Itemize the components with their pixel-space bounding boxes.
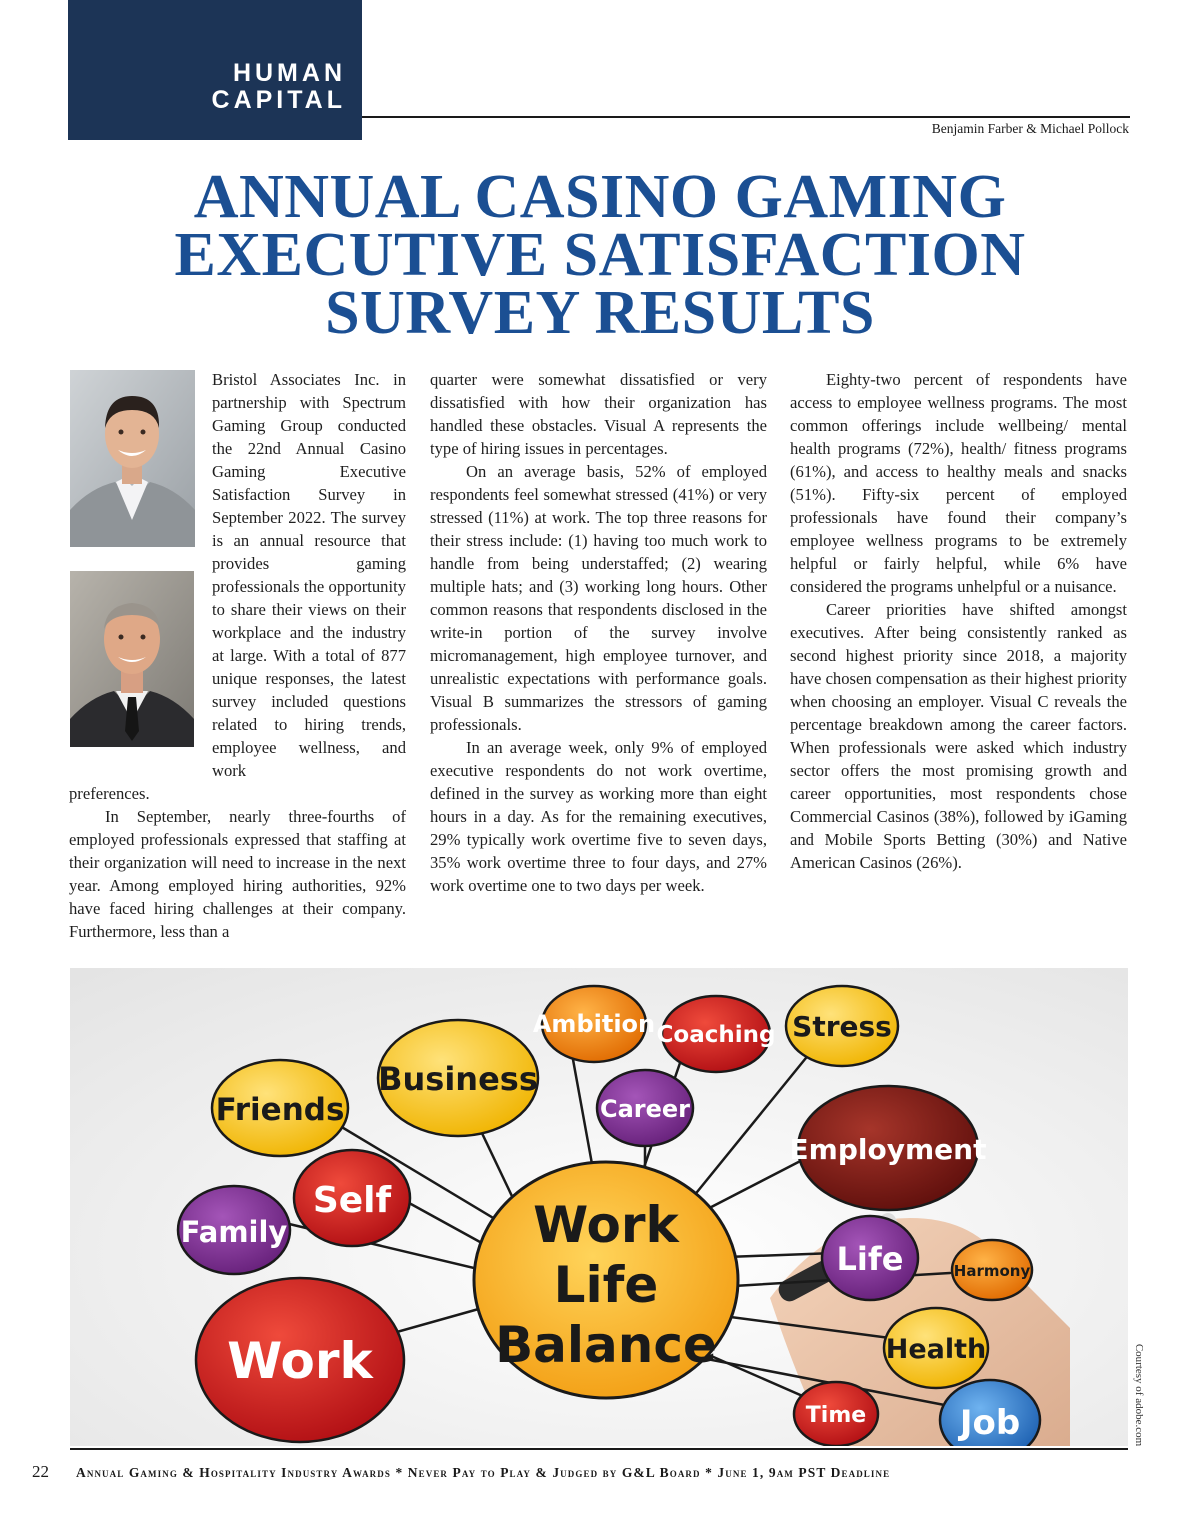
bubble-friends [212,1060,348,1156]
column-1-bottom [69,782,406,943]
column-3 [790,368,1127,874]
bubble-time [794,1382,878,1446]
article-title [60,163,1140,347]
title-line-2: EXECUTIVE SATISFACTION [174,221,1026,289]
bubble-label: Health [885,1334,987,1365]
section-label-line2: CAPITAL [211,86,346,114]
bubble-label: Stress [792,1010,892,1043]
bubble-self [294,1150,410,1246]
section-tab [68,0,362,140]
image-credit-text: Courtesy of adobe.com [1133,1343,1145,1447]
work-life-balance-illustration [70,968,1128,1446]
bubble-label: Business [378,1060,538,1098]
paragraph: Eighty-two percent of respondents have access to employee wellness programs. The most common offerings include wellbeing/ mental health programs (72%), health/ fitness programs (61%), and access to healthy meals and snacks (51%). Fifty-six percent of employed professionals have found their company’s employee wellness programs to be extremely helpful or fairly helpful, while 6% have considered the programs unhelpful or a nuisance. [790,370,1127,596]
page-number: 22 [32,1462,49,1481]
column-2 [430,368,767,897]
bubble-label: Harmony [953,1262,1031,1280]
image-credit [1131,1340,1147,1450]
center-line-2: Life [553,1256,659,1314]
bubble-label: Work [227,1332,373,1390]
bubble-label: Time [805,1403,867,1428]
header-divider [362,116,1130,118]
paragraph: Career priorities have shifted amongst executives. After being consistently ranked as second highest priority since 2018, a majority have chosen compensation as their highest priority when choosing an employer. Visual C reveals the percentage breakdown among the career factors. When professionals were asked which industry sector offers the most promising growth and career opportunities, most respondents chose Commercial Casinos (38%), followed by iGaming and Mobile Sports Betting (30%) and Native American Casinos (26%). [790,600,1127,872]
author-photo-pollock [70,571,194,747]
bubble-label: Self [312,1180,392,1221]
paragraph: On an average basis, 52% of employed respondents feel somewhat stressed (41%) or very stressed (11%) at work. The top three reasons for their stress include: (1) having too much work to handle from being understaffed; (2) wearing multiple hats; and (3) working long hours. Other common reasons that respondents disclosed in the write-in portion of the survey involve micromanagement, high employee turnover, and unrealistic expectations with performance goals. Visual B summarizes the stressors of gaming professionals. [430,462,767,734]
section-label-line1: HUMAN [232,59,346,87]
bubble-stress [786,986,898,1066]
bubble-label: Career [599,1095,691,1123]
bubble-career [597,1070,693,1146]
center-line-1: Work [533,1196,679,1254]
bubble-life [822,1216,918,1300]
paragraph: In an average week, only 9% of employed executive respondents do not work overtime, defined in the survey as working more than eight hours in a day. As for the remaining executives, 29% typically work overtime five to seven days, 35% work overtime three to four days, and 27% work overtime one to two days per week. [430,738,767,895]
footer-banner: Annual Gaming & Hospitality Industry Awards * Never Pay to Play & Judged by G&L Board * June 1, 9am PST Deadline [76,1465,891,1480]
paragraph: Bristol Associates Inc. in partnership with Spectrum Gaming Group conducted the 22nd Annual Casino Gaming Executive Satisfaction Survey in September 2022. The survey is an annual resource that provides gaming professionals the opportunity to share their views on their workplace and the industry at large. With a total of 877 unique responses, the latest survey included questions related to hiring trends, employee wellness, and work [212,370,406,780]
bubble-job [940,1380,1040,1446]
paragraph: In September, nearly three-fourths of employed professionals expressed that staffing at their organization will need to increase in the next year. Among employed hiring authorities, 92% have faced hiring challenges at their company. Furthermore, less than a [69,807,406,941]
title-line-1: ANNUAL CASINO GAMING [193,163,1007,231]
bubble-label: Ambition [532,1010,656,1038]
bubble-label: Family [180,1215,288,1249]
paragraph: quarter were somewhat dissatisfied or very dissatisfied with how their organization has handled these obstacles. Visual A represents the type of hiring issues in percentages. [430,370,767,458]
title-line-3: SURVEY RESULTS [325,279,875,347]
author-photo-farber [70,370,195,547]
bubble-label: Job [959,1403,1021,1443]
bubble-label: Friends [215,1092,345,1128]
column-1-top [212,368,406,782]
bubble-label: Coaching [656,1022,776,1048]
bubble-harmony [952,1240,1032,1300]
bubble-label: Life [836,1240,904,1278]
byline: Benjamin Farber & Michael Pollock [931,121,1129,136]
paragraph: preferences. [69,784,150,803]
bubble-work-life-balance [474,1162,738,1398]
bubble-label: Employment [789,1133,987,1166]
center-line-3: Balance [495,1316,717,1374]
bubble-work [196,1278,404,1442]
bubble-business [378,1020,538,1136]
bubble-family [178,1186,290,1274]
footer-divider [70,1448,1128,1450]
bubble-health [884,1308,988,1388]
